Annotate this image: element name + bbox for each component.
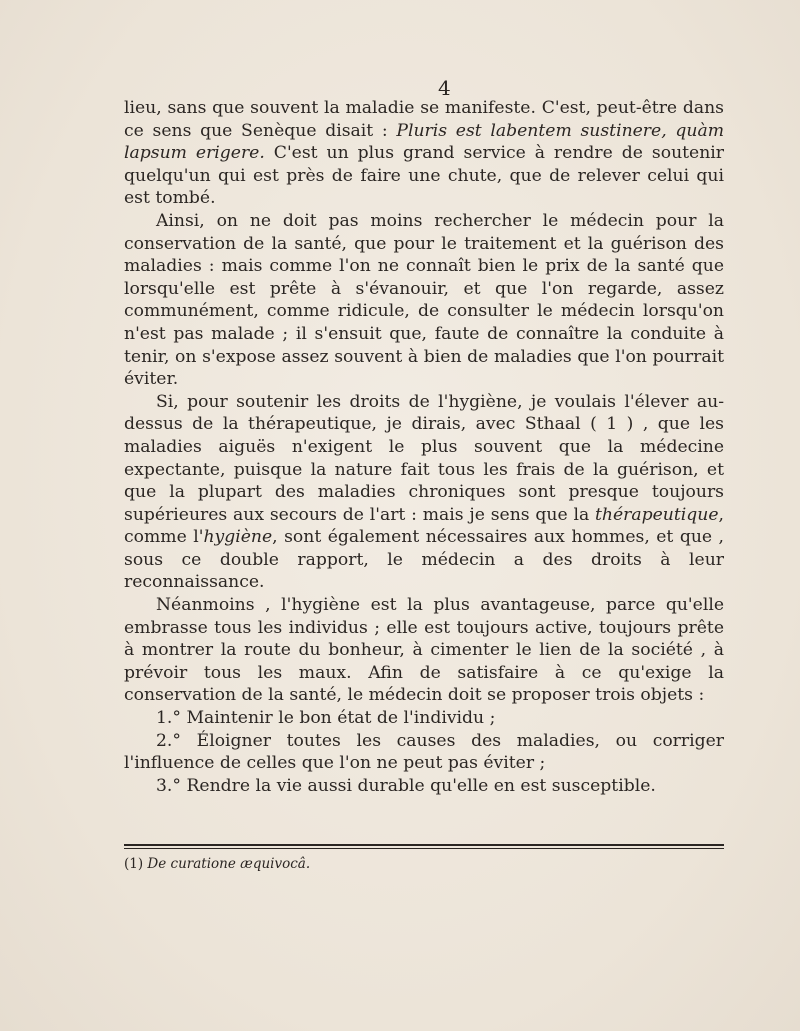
footnote-text: De curatione æquivocâ. <box>147 856 311 872</box>
paragraph-2: Ainsi, on ne doit pas moins rechercher le médecin pour la conservation de la santé, que pour le traitement et la guérison des maladies : mais comme l'on ne connaît bien le prix de la santé que lorsqu'elle est prête à s'évanouir, et que l'on regarde, assez communément, comme ridicule, de consulter le médecin lorsqu'on n'est pas malade ; il s'ensuit que, faute de connaître la conduite à tenir, on s'expose assez souvent à bien de maladies que l'on pourrait éviter. <box>124 210 724 390</box>
paragraph-4: Néanmoins , l'hygiène est la plus avantageuse, parce qu'elle embrasse tous les individus ; elle est toujours active, toujours prête à montrer la route du bonheur, à cimenter le lien de la société , à prévoir tous les maux. Afin de satisfaire à ce qu'exige la conservation de la santé, le médecin doit se proposer trois objets : <box>124 595 724 706</box>
latin-quote: Pluris est labentem sustinere, quàm lapsum erigere. <box>124 120 724 164</box>
italic-therapeutique: thérapeutique <box>595 504 719 525</box>
italic-hygiene: hygiène <box>203 527 273 548</box>
paragraph-3-text-e: , sont également nécessaires aux hommes, et que , sous ce double rapport, le médecin a des droits à leur reconnaissance. <box>124 527 724 593</box>
footnote-marker: (1) <box>124 856 148 872</box>
paragraph-1 <box>124 97 724 210</box>
paragraph-1-text-a: lieu, sans que souvent la maladie se manifeste. C'est, peut-être dans ce sens que Senèque disait : <box>124 98 724 141</box>
list-item-1: 1.° Maintenir le bon état de l'individu ; <box>156 708 496 729</box>
footnote-rule-thin <box>124 848 724 849</box>
paragraph-1-text-c: C'est un plus grand service à rendre de soutenir quelqu'un qui est près de faire une chute, que de relever celui qui est tombé. <box>124 143 725 209</box>
footnote <box>124 855 724 873</box>
paragraph-3-text-c: , comme l' <box>124 504 724 548</box>
body-text <box>124 97 724 797</box>
footnote-rule <box>124 844 724 846</box>
paragraph-3-text-a: Si, pour soutenir les droits de l'hygiène, je voulais l'élever au-dessus de la thérapeutique, je dirais, avec Sthaal ( 1 ) , que les maladies aiguës n'exigent le plus souvent que la médecine expectante, puisque la nature fait tous les frais de la guérison, et que la plupart des maladies chroniques sont presque toujours supérieures aux secours de l'art : mais je sens que la <box>124 391 724 525</box>
paragraph-3 <box>124 391 724 594</box>
list-item-2: 2.° Éloigner toutes les causes des maladies, ou corriger l'influence de celles que l'on ne peut pas éviter ; <box>124 730 724 774</box>
list-item-3: 3.° Rendre la vie aussi durable qu'elle en est susceptible. <box>156 775 656 796</box>
page-number: 4 <box>438 76 451 100</box>
